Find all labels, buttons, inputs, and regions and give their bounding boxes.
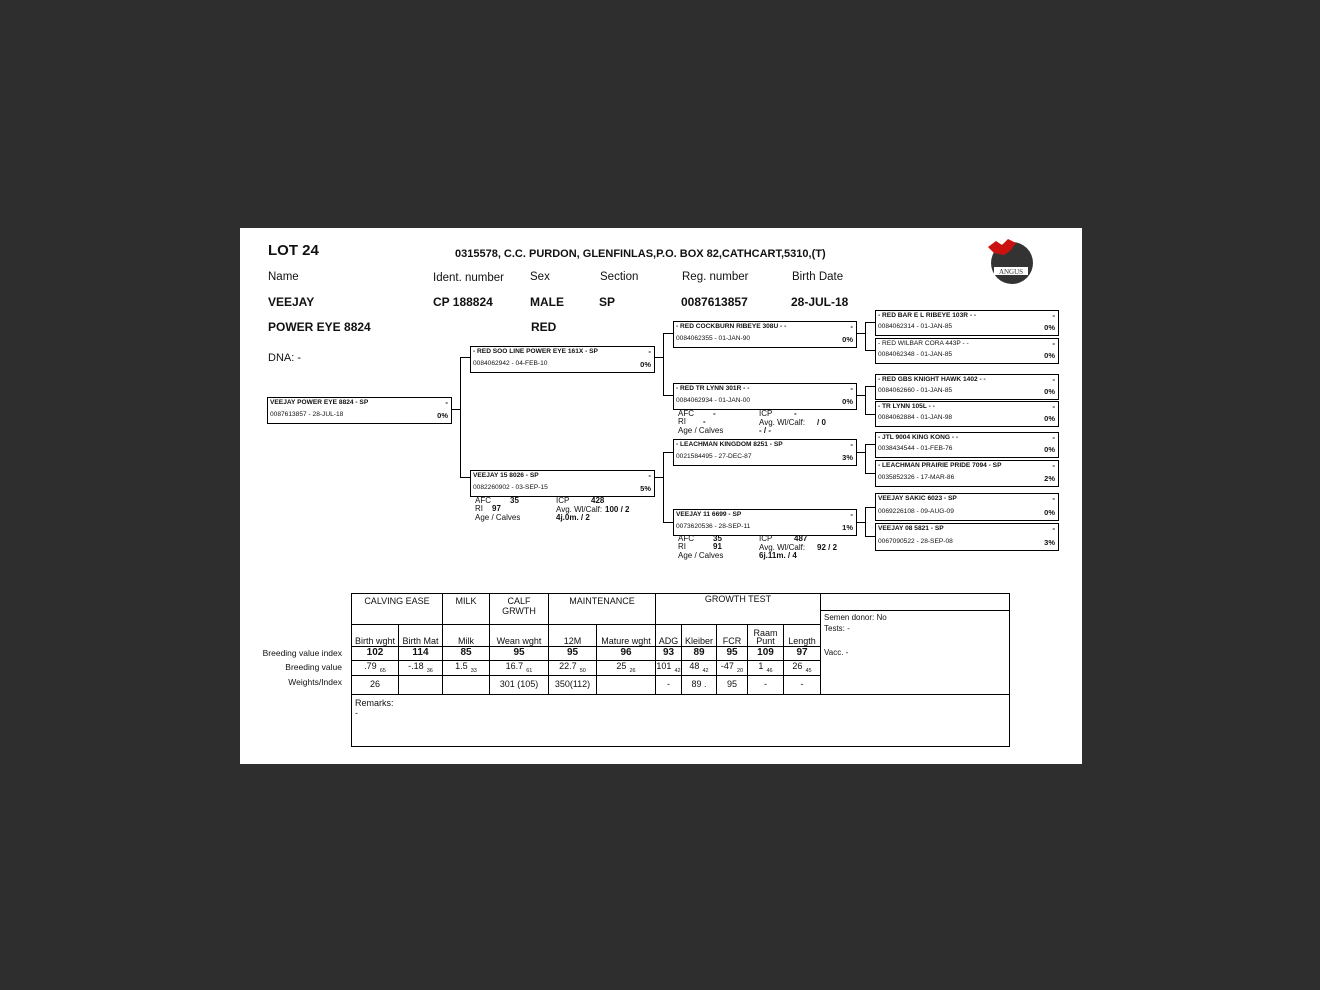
g3-name: - LEACHMAN PRAIRIE PRIDE 7094 - SP [878,462,1002,469]
index-cell: 96 [596,646,656,661]
connector [865,414,875,415]
column-header-cell: ADG [655,624,682,647]
g3-reg: 0084062314 - 01-JAN-85 [878,323,953,330]
column-header-cell: Birth wght [351,624,399,647]
red-angus-logo-icon [980,233,1038,285]
sire-reg: 0084062942 - 04-FEB-10 [473,360,548,367]
pedigree-sire [470,346,655,373]
dd-dash: - [850,510,853,519]
dam-name: VEEJAY 15 8026 - SP [473,472,539,479]
row-label-index: Breeding value index [262,648,342,658]
label-birth: Birth Date [792,271,844,283]
breeding-value-cell [655,660,682,676]
breeding-value-cell [783,660,821,676]
bv-accuracy: 46 [766,667,773,674]
index-cell: 93 [655,646,682,661]
ds-name: - LEACHMAN KINGDOM 8251 - SP [676,441,783,448]
remarks-label: Remarks: [355,698,394,708]
g3-dash: - [1052,524,1055,533]
pedigree-g3-6 [875,460,1059,487]
bv-value: .79 [364,661,377,671]
g3-dash: - [1052,433,1055,442]
sd-age-label: Age / Calves [678,426,724,435]
animal-name-2: POWER EYE 8824 [268,320,371,334]
g3-pct: 0% [1044,445,1055,454]
row-label-weights: Weights/Index [288,677,342,687]
dam-afc-label: AFC [475,496,491,505]
sd-afc-label: AFC [678,409,694,418]
pedigree-dam-sire [673,439,857,466]
weight-cell: - [747,675,784,695]
connector [460,357,470,358]
sd-icp: - [794,409,797,418]
index-cell: 89 [681,646,717,661]
remarks-text: - [355,708,358,718]
pedigree-subject [267,397,452,424]
g3-reg: 0084062348 - 01-JAN-85 [878,351,953,358]
sd-ri: - [703,417,706,426]
column-header-cell: Milk [442,624,490,647]
weight-cell: - [655,675,682,695]
pedigree-sire-dam [673,383,857,410]
dam-icp: 428 [591,496,605,505]
bv-accuracy: 36 [426,667,433,674]
sd-pct: 0% [842,397,853,406]
section-value: SP [599,295,616,309]
connector [865,386,866,414]
sex-value: MALE [530,295,564,309]
breeding-value-cell [398,660,443,676]
remarks-box [351,694,1010,747]
side-info-panel [820,610,1010,695]
pedigree-g3-4 [875,401,1059,427]
lot-number: LOT 24 [268,242,319,259]
g3-name: - RED WILBAR CORA 443P - - [878,340,969,347]
bv-accuracy: 65 [379,667,386,674]
dam-age-label: Age / Calves [475,513,521,522]
pedigree-dam-dam [673,509,857,536]
weight-cell [442,675,490,695]
sire-pct: 0% [640,360,651,369]
ds-pct: 3% [842,453,853,462]
connector [460,357,461,477]
bv-value: 25 [616,661,627,671]
index-cell: 109 [747,646,784,661]
connector [663,333,664,395]
dam-afc: 35 [510,496,519,505]
g3-dash: - [1052,402,1055,411]
dam-avg-label: Avg. Wl/Calf: [556,505,603,514]
column-header-cell: FCR [716,624,748,647]
g3-dash: - [1052,311,1055,320]
connector [865,507,875,508]
dam-dash: - [648,471,651,480]
g3-reg: 0067090522 - 28-SEP-08 [878,538,953,545]
tests: Tests: - [824,624,850,633]
sd-reg: 0084062934 - 01-JAN-00 [676,397,751,404]
dam-reg: 0082260902 - 03-SEP-15 [473,484,548,491]
g3-name: - JTL 9004 KING KONG - - [878,434,959,441]
weight-cell: 95 [716,675,748,695]
bv-value: -.18 [408,661,424,671]
group-calf-growth: CALF GRWTH [489,593,549,625]
pedigree-g3-1 [875,310,1059,336]
connector [663,333,673,334]
sd-avg: / 0 [817,418,826,427]
dam-ri-label: RI [475,504,483,513]
dd-icp-label: ICP [759,534,773,543]
label-name: Name [268,271,299,283]
row-label-bv: Breeding value [285,662,342,672]
label-reg: Reg. number [682,271,749,283]
bv-accuracy: 45 [805,667,812,674]
bv-value: 26 [792,661,803,671]
ident-number: CP 188824 [433,295,493,309]
ds-reg: 0021584495 - 27-DEC-87 [676,453,752,460]
g3-reg: 0069226108 - 09-AUG-09 [878,508,954,515]
dd-afc-label: AFC [678,534,694,543]
pedigree-g3-7 [875,493,1059,521]
reg-number: 0087613857 [681,295,748,309]
subject-name: VEEJAY POWER EYE 8824 - SP [270,399,369,406]
g3-pct: 2% [1044,474,1055,483]
g3-name: - TR LYNN 105L - - [878,403,935,410]
group-calving-ease: CALVING EASE [351,593,443,625]
ss-name: - RED COCKBURN RIBEYE 308U - - [676,323,787,330]
sd-age: - / - [759,426,771,435]
g3-name: VEEJAY 08 5821 - SP [878,525,944,532]
ss-reg: 0084062355 - 01-JAN-90 [676,335,751,342]
g3-reg: 0084062884 - 01-JAN-98 [878,414,953,421]
connector [865,350,875,351]
connector [865,473,875,474]
dd-stats [678,535,858,563]
column-header-cell: Raam Punt [747,624,784,647]
breeding-value-cell [716,660,748,676]
index-cell: 95 [548,646,597,661]
column-header-cell: Birth Mat [398,624,443,647]
g3-reg: 0084062660 - 01-JAN-85 [878,387,953,394]
weight-cell: 301 (105) [489,675,549,695]
g3-reg: 0035852326 - 17-MAR-86 [878,474,955,481]
sd-name: - RED TR LYNN 301R - - [676,385,750,392]
sd-dash: - [850,384,853,393]
connector [865,322,866,350]
sd-afc: - [713,409,716,418]
g3-dash: - [1052,494,1055,503]
dd-avg-label: Avg. Wl/Calf: [759,543,806,552]
column-header-cell: Mature wght [596,624,656,647]
dam-icp-label: ICP [556,496,570,505]
index-cell: 114 [398,646,443,661]
dd-avg: 92 / 2 [817,543,838,552]
breeding-value-cell [351,660,399,676]
color-value: RED [531,320,557,334]
pedigree-g3-3 [875,374,1059,400]
g3-pct: 0% [1044,414,1055,423]
bv-value: 1.5 [455,661,468,671]
breeding-value-cell [442,660,490,676]
bv-accuracy: 42 [702,667,709,674]
column-header-cell: 12M [548,624,597,647]
connector [663,452,673,453]
animal-name-1: VEEJAY [268,295,315,309]
subject-dash: - [445,398,448,407]
breeding-value-cell [489,660,549,676]
bv-value: 101 [656,661,672,671]
connector [663,522,673,523]
label-sex: Sex [530,271,550,283]
connector [865,322,875,323]
group-growth-test: GROWTH TEST [655,593,821,625]
breeding-value-cell [548,660,597,676]
label-section: Section [600,271,639,283]
svg-text:ANGUS: ANGUS [998,268,1024,276]
g3-pct: 0% [1044,351,1055,360]
pedigree-g3-5 [875,432,1059,458]
weight-cell [398,675,443,695]
side-header-blank [820,593,1010,611]
group-milk: MILK [442,593,490,625]
sd-stats [678,410,858,438]
connector [460,477,470,478]
subject-pct: 0% [437,411,448,420]
label-ident: Ident. number [433,272,504,284]
weight-cell [596,675,656,695]
bv-value: 22.7 [559,661,577,671]
sd-ri-label: RI [678,417,686,426]
sd-avg-label: Avg. Wl/Calf: [759,418,806,427]
dd-age: 6j.11m. / 4 [759,551,797,560]
index-cell: 95 [716,646,748,661]
pedigree-sire-sire [673,321,857,348]
connector [865,444,875,445]
dam-pct: 5% [640,484,651,493]
bv-accuracy: 20 [736,667,744,674]
pedigree-sheet [240,228,1082,764]
connector [663,395,673,396]
sire-dash: - [648,347,651,356]
g3-dash: - [1052,375,1055,384]
group-maintenance: MAINTENANCE [548,593,656,625]
g3-dash: - [1052,461,1055,470]
dam-stats [475,497,655,525]
pedigree-g3-2 [875,338,1059,364]
g3-pct: 0% [1044,387,1055,396]
dd-icp: 487 [794,534,808,543]
bv-value: 48 [689,661,700,671]
index-cell: 97 [783,646,821,661]
bv-accuracy: 50 [579,667,586,674]
breeding-value-cell [747,660,784,676]
column-header-cell: Wean wght [489,624,549,647]
g3-name: - RED BAR E L RIBEYE 103R - - [878,312,977,319]
column-header-cell: Length [783,624,821,647]
subject-reg: 0087613857 - 28-JUL-18 [270,411,344,418]
g3-name: - RED GBS KNIGHT HAWK 1402 - - [878,376,986,383]
dd-afc: 35 [713,534,722,543]
index-cell: 95 [489,646,549,661]
g3-pct: 0% [1044,508,1055,517]
bv-value: 1 [758,661,764,671]
g3-pct: 3% [1044,538,1055,547]
index-cell: 85 [442,646,490,661]
vaccination: Vacc. - [824,648,849,657]
connector [865,444,866,473]
ds-dash: - [850,440,853,449]
dd-ri-label: RI [678,542,686,551]
sd-icp-label: ICP [759,409,773,418]
pedigree-g3-8 [875,523,1059,551]
g3-name: VEEJAY SAKIC 6023 - SP [878,495,957,502]
connector [865,536,875,537]
ss-dash: - [850,322,853,331]
dd-name: VEEJAY 11 6699 - SP [676,511,742,518]
ss-pct: 0% [842,335,853,344]
connector [865,386,875,387]
index-cell: 102 [351,646,399,661]
g3-dash: - [1052,339,1055,348]
breeding-value-cell [596,660,656,676]
dd-reg: 0073620536 - 28-SEP-11 [676,523,751,530]
connector [865,507,866,536]
weight-cell: 350(112) [548,675,597,695]
breeding-value-cell [681,660,717,676]
bv-value: 16.7 [505,661,524,671]
g3-reg: 0038434544 - 01-FEB-76 [878,445,953,452]
dam-age: 4j.0m. / 2 [556,513,590,522]
dd-ri: 91 [713,542,722,551]
connector [663,452,664,522]
bv-accuracy: 26 [629,667,636,674]
bv-accuracy: 42 [674,667,681,674]
column-header-cell: Kleiber [681,624,717,647]
g3-pct: 0% [1044,323,1055,332]
weight-cell: 26 [351,675,399,695]
owner-line: 0315578, C.C. PURDON, GLENFINLAS,P.O. BOX 82,CATHCART,5310,(T) [455,248,826,260]
pedigree-dam [470,470,655,497]
semen-donor: Semen donor: No [824,613,887,622]
dam-ri: 97 [492,504,501,513]
dd-age-label: Age / Calves [678,551,724,560]
dam-avg: 100 / 2 [605,505,630,514]
birth-date: 28-JUL-18 [791,295,849,309]
dd-pct: 1% [842,523,853,532]
weight-cell: - [783,675,821,695]
dna-label: DNA: - [268,352,301,364]
weight-cell: 89 . [681,675,717,695]
bv-value: -47 [720,661,734,671]
bv-accuracy: 33 [470,667,477,674]
bv-accuracy: 61 [526,667,533,674]
sire-name: - RED SOO LINE POWER EYE 161X - SP [473,348,598,355]
